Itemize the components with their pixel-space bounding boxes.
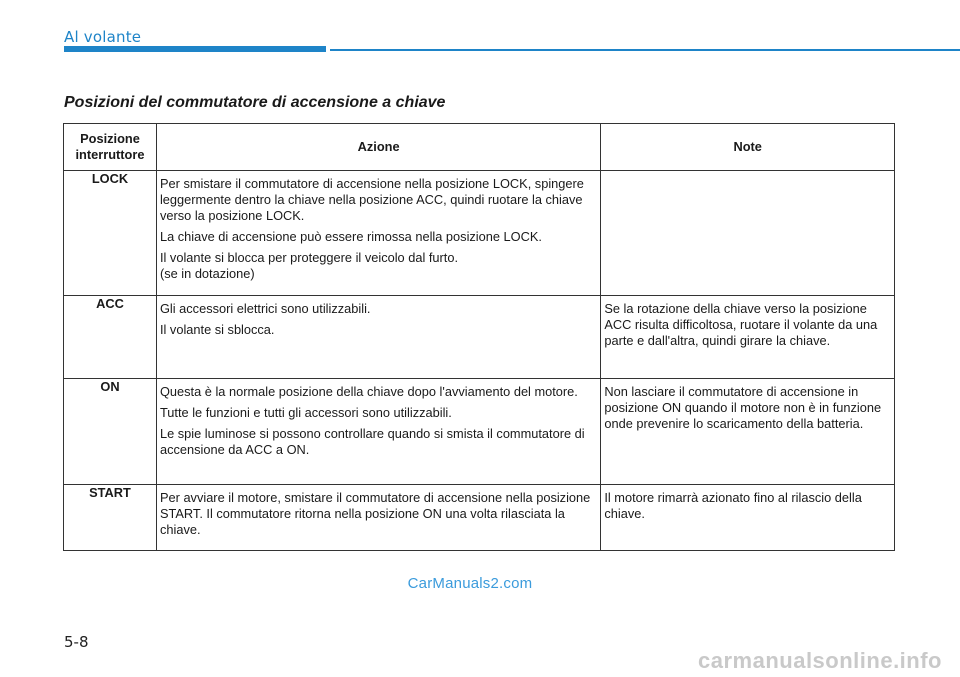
action-text: Questa è la normale posizione della chiave dopo l'avviamento del motore. (159, 384, 578, 399)
table-header-row (64, 124, 895, 171)
column-header-position: Posizione interruttore (64, 124, 157, 171)
column-header-note: Note (601, 124, 895, 171)
position-cell: ACC (64, 296, 157, 379)
page-heading: Posizioni del commutatore di accensione a chiave (64, 94, 446, 111)
header-rule-thin (330, 49, 960, 51)
page-number: 5-8 (64, 633, 89, 651)
action-text: Il volante si sblocca. (159, 322, 275, 337)
action-text: Tutte le funzioni e tutti gli accessori sono utilizzabili. (159, 405, 452, 420)
column-header-action: Azione (156, 124, 600, 171)
note-cell (601, 296, 895, 379)
table-row (64, 379, 895, 485)
note-cell (601, 171, 895, 296)
action-cell (156, 296, 600, 379)
footer-watermark: carmanualsonline.info (698, 648, 942, 673)
action-cell (156, 379, 600, 485)
action-text: Per avviare il motore, smistare il commutatore di accensione nella posizione START. Il commutatore ritorna nella posizione ON una volta rilasciata la chiave. (159, 490, 591, 537)
section-title: Al volante (64, 28, 142, 46)
action-text: La chiave di accensione può essere rimossa nella posizione LOCK. (159, 229, 542, 244)
position-cell: ON (64, 379, 157, 485)
note-text: Il motore rimarrà azionato fino al rilascio della chiave. (604, 490, 862, 521)
position-cell: LOCK (64, 171, 157, 296)
table-row (64, 296, 895, 379)
note-text: Non lasciare il commutatore di accensione in posizione ON quando il motore non è in funzione onde prevenire lo scaricamento della batteria. (604, 384, 882, 431)
table-row (64, 171, 895, 296)
action-text: Le spie luminose si possono controllare quando si smista il commutatore di accensione da ACC a ON. (159, 426, 585, 457)
action-text: Gli accessori elettrici sono utilizzabili. (159, 301, 371, 316)
action-cell (156, 485, 600, 551)
watermark-link[interactable]: CarManuals2.com (407, 575, 533, 592)
table-row (64, 485, 895, 551)
action-cell (156, 171, 600, 296)
action-text: Il volante si blocca per proteggere il veicolo dal furto. (se in dotazione) (159, 250, 459, 281)
note-cell (601, 379, 895, 485)
note-text: Se la rotazione della chiave verso la posizione ACC risulta difficoltosa, ruotare il volante da una parte e dall'altra, quindi girare la chiave. (604, 301, 878, 348)
header-rule-thick (64, 46, 326, 52)
position-cell: START (64, 485, 157, 551)
note-cell (601, 485, 895, 551)
action-text: Per smistare il commutatore di accensione nella posizione LOCK, spingere leggermente dentro la chiave nella posizione ACC, quindi ruotare la chiave verso la posizione LOCK. (159, 176, 584, 223)
ignition-positions-table (63, 123, 895, 551)
